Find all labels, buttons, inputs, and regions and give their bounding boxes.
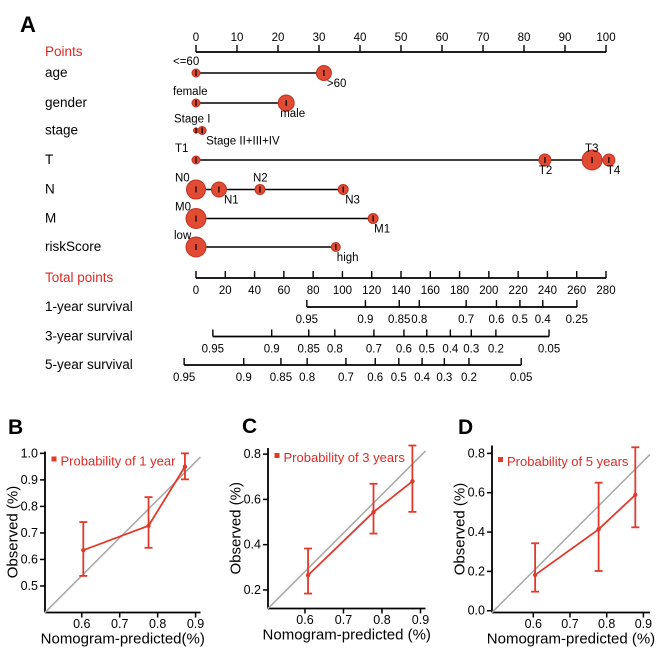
y-tick-label: 0.6 [467, 485, 485, 500]
legend-marker-icon [52, 457, 57, 462]
points-axis-tick-label: 10 [230, 32, 244, 44]
y-tick-label: 0.8 [467, 446, 485, 461]
survival-axis-3-tick-label: 0.85 [269, 372, 293, 384]
points-axis-tick-label: 50 [394, 32, 408, 44]
total-points-axis-tick-label: 120 [362, 285, 382, 297]
category-label: M0 [175, 201, 191, 214]
category-label: T4 [606, 165, 621, 177]
x-tick-label: 0.6 [73, 617, 91, 631]
y-tick-label: 0.8 [243, 447, 261, 462]
y-tick-label: 0.2 [467, 564, 485, 579]
survival-axis-3-tick-label: 0.2 [460, 372, 477, 384]
survival-axis-2-tick-label: 0.05 [537, 343, 561, 356]
y-tick-label: 0.2 [243, 582, 261, 597]
y-tick-label: 0.4 [243, 537, 261, 552]
category-label: <=60 [173, 56, 200, 68]
points-axis-tick-label: 0 [192, 32, 200, 44]
legend-marker-icon [275, 453, 280, 458]
panel-letter-b: B [8, 416, 24, 439]
row-label-N: N [45, 181, 55, 197]
survival-axis-1-tick-label: 0.85 [388, 314, 411, 326]
survival-axis-2-tick-label: 0.95 [201, 343, 225, 356]
row-label-gender: gender [45, 95, 88, 110]
x-tick-label: 0.8 [597, 617, 616, 631]
survival-axis-3-tick-label: 0.9 [235, 372, 252, 384]
category-label: >60 [326, 78, 347, 90]
category-label: N2 [252, 172, 268, 185]
points-axis-tick-label: 70 [476, 32, 490, 44]
legend-label: Probability of 1 year [60, 453, 176, 469]
x-tick-label: 0.9 [411, 613, 430, 627]
legend-marker-icon [498, 457, 503, 462]
survival-axis-1-tick-label: 0.5 [511, 314, 528, 326]
total-points-axis-tick-label: 20 [218, 285, 232, 297]
y-tick-label: 0.0 [467, 603, 485, 618]
row-label-points: Points [45, 44, 83, 59]
row-label-stage: stage [45, 122, 79, 138]
category-label: T3 [585, 143, 599, 155]
points-axis-tick-label: 90 [558, 32, 572, 44]
survival-axis-2-tick-label: 0.4 [442, 343, 459, 356]
x-tick-label: 0.9 [186, 617, 205, 631]
survival-axis-3-tick-label: 0.3 [436, 372, 453, 384]
data-point [533, 573, 537, 577]
y-axis-title: Observed (%) [4, 485, 22, 579]
survival-axis-2-tick-label: 0.6 [395, 343, 412, 356]
category-label: Stage II+III+IV [206, 135, 280, 148]
category-label: high [336, 252, 359, 264]
category-label: Stage I [174, 113, 211, 126]
x-tick-label: 0.7 [334, 613, 353, 627]
x-tick-label: 0.6 [524, 617, 542, 631]
category-label: T2 [538, 165, 553, 177]
total-points-axis-tick-label: 80 [306, 285, 320, 297]
total-points-axis-tick-label: 140 [391, 285, 411, 297]
row-label-survival-1: 1-year survival [45, 299, 133, 314]
category-label: female [173, 86, 208, 98]
survival-axis-3-tick-label: 0.7 [337, 372, 354, 384]
panel-letter-c: C [242, 415, 258, 438]
y-tick-label: 0.4 [467, 525, 485, 540]
points-axis-tick-label: 100 [596, 32, 616, 44]
survival-axis-2-tick-label: 0.5 [418, 343, 435, 356]
row-label-survival-3: 5-year survival [45, 357, 133, 372]
x-tick-label: 0.9 [634, 617, 653, 631]
survival-axis-2-tick-label: 0.2 [487, 343, 504, 356]
data-point [596, 527, 600, 531]
survival-axis-1-tick-label: 0.7 [458, 314, 475, 326]
category-label: T1 [175, 143, 189, 155]
points-axis-tick-label: 20 [271, 32, 285, 44]
x-axis-title: Nomogram-predicted (%) [262, 626, 431, 644]
row-label-survival-2: 3-year survival [45, 328, 133, 344]
total-points-axis-tick-label: 60 [277, 285, 291, 297]
data-point [306, 573, 310, 577]
data-point [633, 493, 637, 497]
category-label: N3 [345, 194, 360, 207]
y-tick-label: 0.8 [20, 499, 38, 514]
data-point [371, 510, 375, 514]
total-points-axis-tick-label: 260 [567, 285, 587, 297]
total-points-axis-tick-label: 220 [508, 285, 528, 297]
row-label-age: age [45, 65, 68, 80]
survival-axis-1-tick-label: 0.6 [488, 314, 505, 326]
y-axis-title: Observed (%) [227, 481, 245, 575]
survival-axis-1-tick-label: 0.95 [295, 314, 319, 326]
x-tick-label: 0.8 [148, 617, 167, 631]
panel-letter-d: D [458, 416, 474, 439]
x-tick-label: 0.7 [111, 617, 129, 631]
row-label-T: T [45, 152, 54, 167]
category-label: M1 [374, 223, 391, 236]
y-tick-label: 0.6 [243, 492, 261, 507]
survival-axis-2-tick-label: 0.85 [297, 343, 320, 356]
points-axis-tick-label: 40 [353, 32, 367, 44]
row-label-total-points: Total points [45, 270, 114, 285]
survival-axis-2-tick-label: 0.7 [365, 343, 382, 356]
y-tick-label: 0.6 [20, 552, 38, 567]
survival-axis-3-tick-label: 0.6 [367, 372, 384, 384]
x-axis-title: Nomogram-predicted (%) [486, 630, 656, 648]
x-tick-label: 0.7 [561, 617, 579, 631]
total-points-axis-tick-label: 280 [596, 285, 616, 297]
data-point [146, 524, 150, 528]
total-points-axis-tick-label: 200 [479, 285, 499, 297]
survival-axis-2-tick-label: 0.3 [463, 343, 480, 356]
data-point [81, 548, 85, 552]
total-points-axis-tick-label: 240 [537, 285, 558, 297]
survival-axis-1-tick-label: 0.9 [357, 314, 374, 326]
points-axis-tick-label: 80 [517, 32, 531, 44]
y-tick-label: 0.5 [20, 578, 38, 593]
survival-axis-3-tick-label: 0.5 [390, 372, 407, 384]
category-label: low [174, 230, 192, 242]
survival-axis-3-tick-label: 0.4 [414, 372, 431, 384]
row-label-riskScore: riskScore [45, 239, 102, 254]
survival-axis-3-tick-label: 0.8 [299, 372, 316, 384]
survival-axis-2-tick-label: 0.8 [326, 343, 343, 356]
survival-axis-1-tick-label: 0.8 [411, 314, 428, 326]
legend-label: Probability of 3 years [283, 450, 405, 465]
total-points-axis-tick-label: 0 [192, 285, 200, 297]
panel-letter-a: A [20, 12, 36, 37]
data-point [183, 464, 187, 468]
data-point [410, 479, 414, 483]
category-label: N1 [223, 194, 239, 207]
category-label: male [280, 108, 306, 120]
survival-axis-3-tick-label: 0.95 [172, 372, 196, 384]
total-points-axis-tick-label: 160 [420, 285, 440, 297]
survival-axis-1-tick-label: 0.25 [565, 314, 589, 326]
points-axis-tick-label: 30 [312, 32, 326, 44]
y-tick-label: 0.9 [20, 472, 38, 487]
survival-axis-2-tick-label: 0.9 [263, 343, 280, 356]
category-label: N0 [175, 172, 190, 185]
points-axis-tick-label: 60 [435, 32, 449, 44]
legend-label: Probability of 5 years [507, 454, 629, 469]
total-points-axis-tick-label: 40 [248, 285, 261, 297]
x-tick-label: 0.6 [296, 613, 314, 627]
y-tick-label: 1.0 [20, 446, 38, 461]
total-points-axis-tick-label: 100 [332, 285, 353, 297]
y-axis-title: Observed (%) [451, 482, 469, 576]
survival-axis-1-tick-label: 0.4 [534, 314, 551, 326]
y-tick-label: 0.7 [20, 525, 38, 540]
x-axis-title: Nomogram-predicted(%) [40, 630, 205, 648]
x-tick-label: 0.8 [373, 613, 391, 627]
total-points-axis-tick-label: 180 [449, 285, 470, 297]
survival-axis-3-tick-label: 0.05 [510, 372, 533, 384]
row-label-M: M [45, 210, 57, 226]
